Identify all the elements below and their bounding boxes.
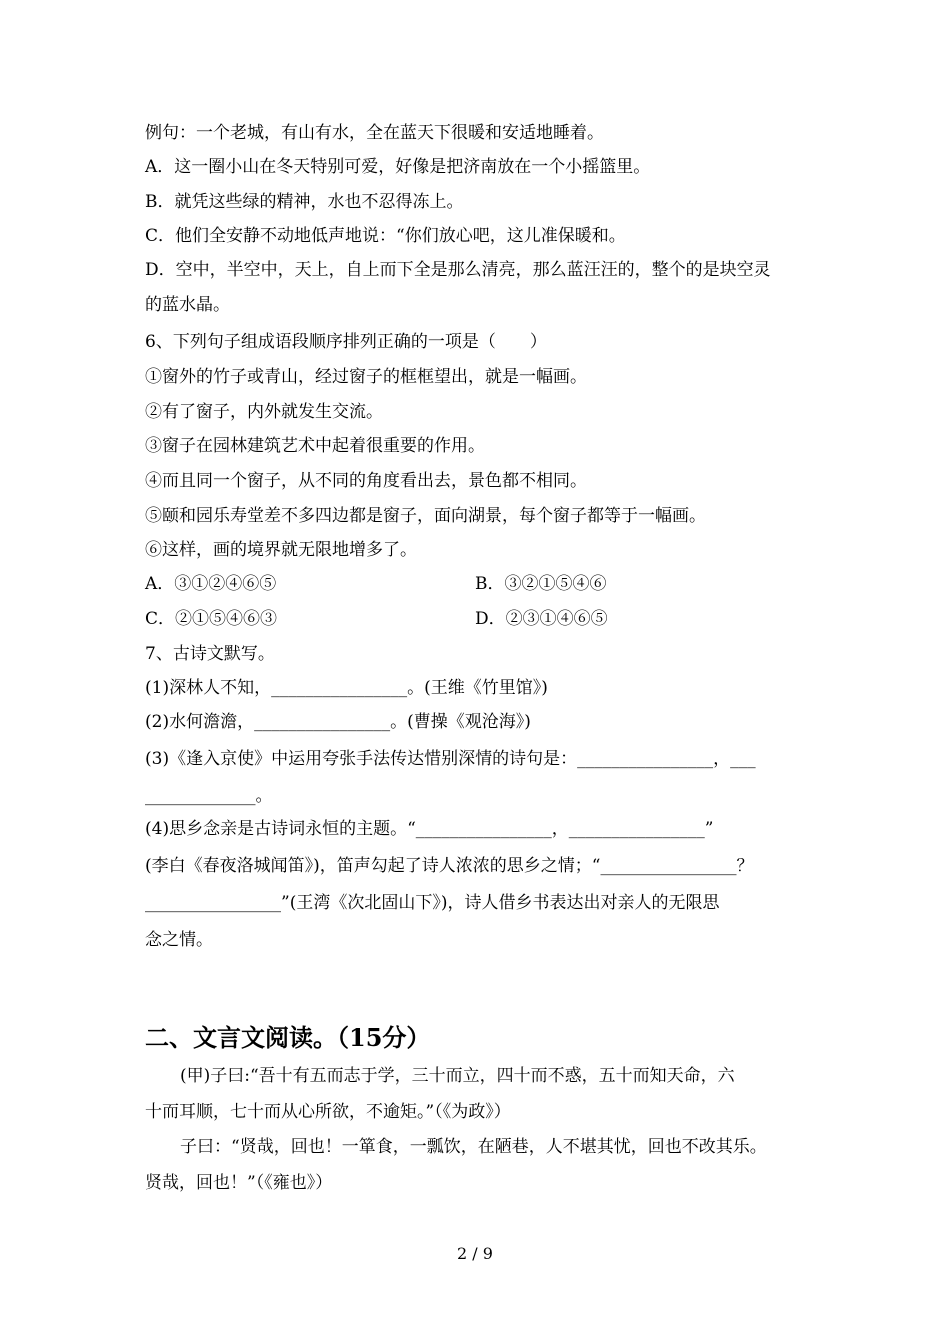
q5-option-d-line1: D．空中，半空中，天上，自上而下全是那么清亮，那么蓝汪汪的，整个的是块空灵 xyxy=(145,260,771,280)
q7-item-4-line1: (4)思乡念亲是古诗词永恒的主题。“________________，________________” xyxy=(145,819,714,839)
q7-item-3-line2: _____________。 xyxy=(145,786,273,806)
page-number: 2 / 9 xyxy=(457,1244,493,1263)
q6-sentence-4: ④而且同一个窗子，从不同的角度看出去，景色都不相同。 xyxy=(145,471,587,491)
passage-para1-line2: 十而耳顺，七十而从心所欲，不逾矩。”（《为政》） xyxy=(145,1102,511,1122)
q7-item-1: (1)深林人不知，________________。(王维《竹里馆》) xyxy=(145,678,548,698)
example-sentence: 例句：一个老城，有山有水，全在蓝天下很暖和安适地睡着。 xyxy=(145,123,604,143)
passage-para2-line1: 子曰：“贤哉，回也！一箪食，一瓢饮，在陋巷，人不堪其忧，回也不改其乐。 xyxy=(180,1137,767,1157)
q7-item-3-line1: (3)《逢入京使》中运用夸张手法传达惜别深情的诗句是：________________，___ xyxy=(145,749,756,769)
q7-item-4-line2: (李白《春夜洛城闻笛》)，笛声勾起了诗人浓浓的思乡之情；“________________？ xyxy=(145,856,754,876)
passage-para1-line1: (甲)子曰:“吾十有五而志于学，三十而立，四十而不惑，五十而知天命，六 xyxy=(180,1066,735,1086)
q6-sentence-3: ③窗子在园林建筑艺术中起着很重要的作用。 xyxy=(145,436,485,456)
q6-option-a: A．③①②④⑥⑤ xyxy=(145,574,277,594)
q6-sentence-2: ②有了窗子，内外就发生交流。 xyxy=(145,402,383,422)
q6-sentence-6: ⑥这样，画的境界就无限地增多了。 xyxy=(145,540,417,560)
q6-option-d: D．②③①④⑥⑤ xyxy=(475,609,608,629)
q6-stem: 6、下列句子组成语段顺序排列正确的一项是（ ） xyxy=(145,332,547,352)
q5-option-c: C．他们全安静不动地低声地说：“你们放心吧，这儿准保暖和。 xyxy=(145,226,626,246)
q5-option-d-line2: 的蓝水晶。 xyxy=(145,295,230,315)
q7-stem: 7、古诗文默写。 xyxy=(145,644,275,664)
q5-option-a: A．这一圈小山在冬天特别可爱，好像是把济南放在一个小摇篮里。 xyxy=(145,157,651,177)
q6-option-c: C．②①⑤④⑥③ xyxy=(145,609,278,629)
q7-item-4-line4: 念之情。 xyxy=(145,930,213,950)
passage-para2-line2: 贤哉，回也！”（《雍也》） xyxy=(145,1173,333,1193)
q7-item-2: (2)水何澹澹，________________。(曹操《观沧海》) xyxy=(145,712,531,732)
section-heading: 二、文言文阅读。（15分） xyxy=(145,1023,431,1052)
q7-item-4-line3: ________________”(王湾《次北固山下》)，诗人借乡书表达出对亲人的无限思 xyxy=(145,893,720,913)
q6-option-b: B．③②①⑤④⑥ xyxy=(475,574,607,594)
q5-option-b: B．就凭这些绿的精神，水也不忍得冻上。 xyxy=(145,192,464,212)
q6-sentence-5: ⑤颐和园乐寿堂差不多四边都是窗子，面向湖景，每个窗子都等于一幅画。 xyxy=(145,506,706,526)
q6-sentence-1: ①窗外的竹子或青山，经过窗子的框框望出，就是一幅画。 xyxy=(145,367,587,387)
